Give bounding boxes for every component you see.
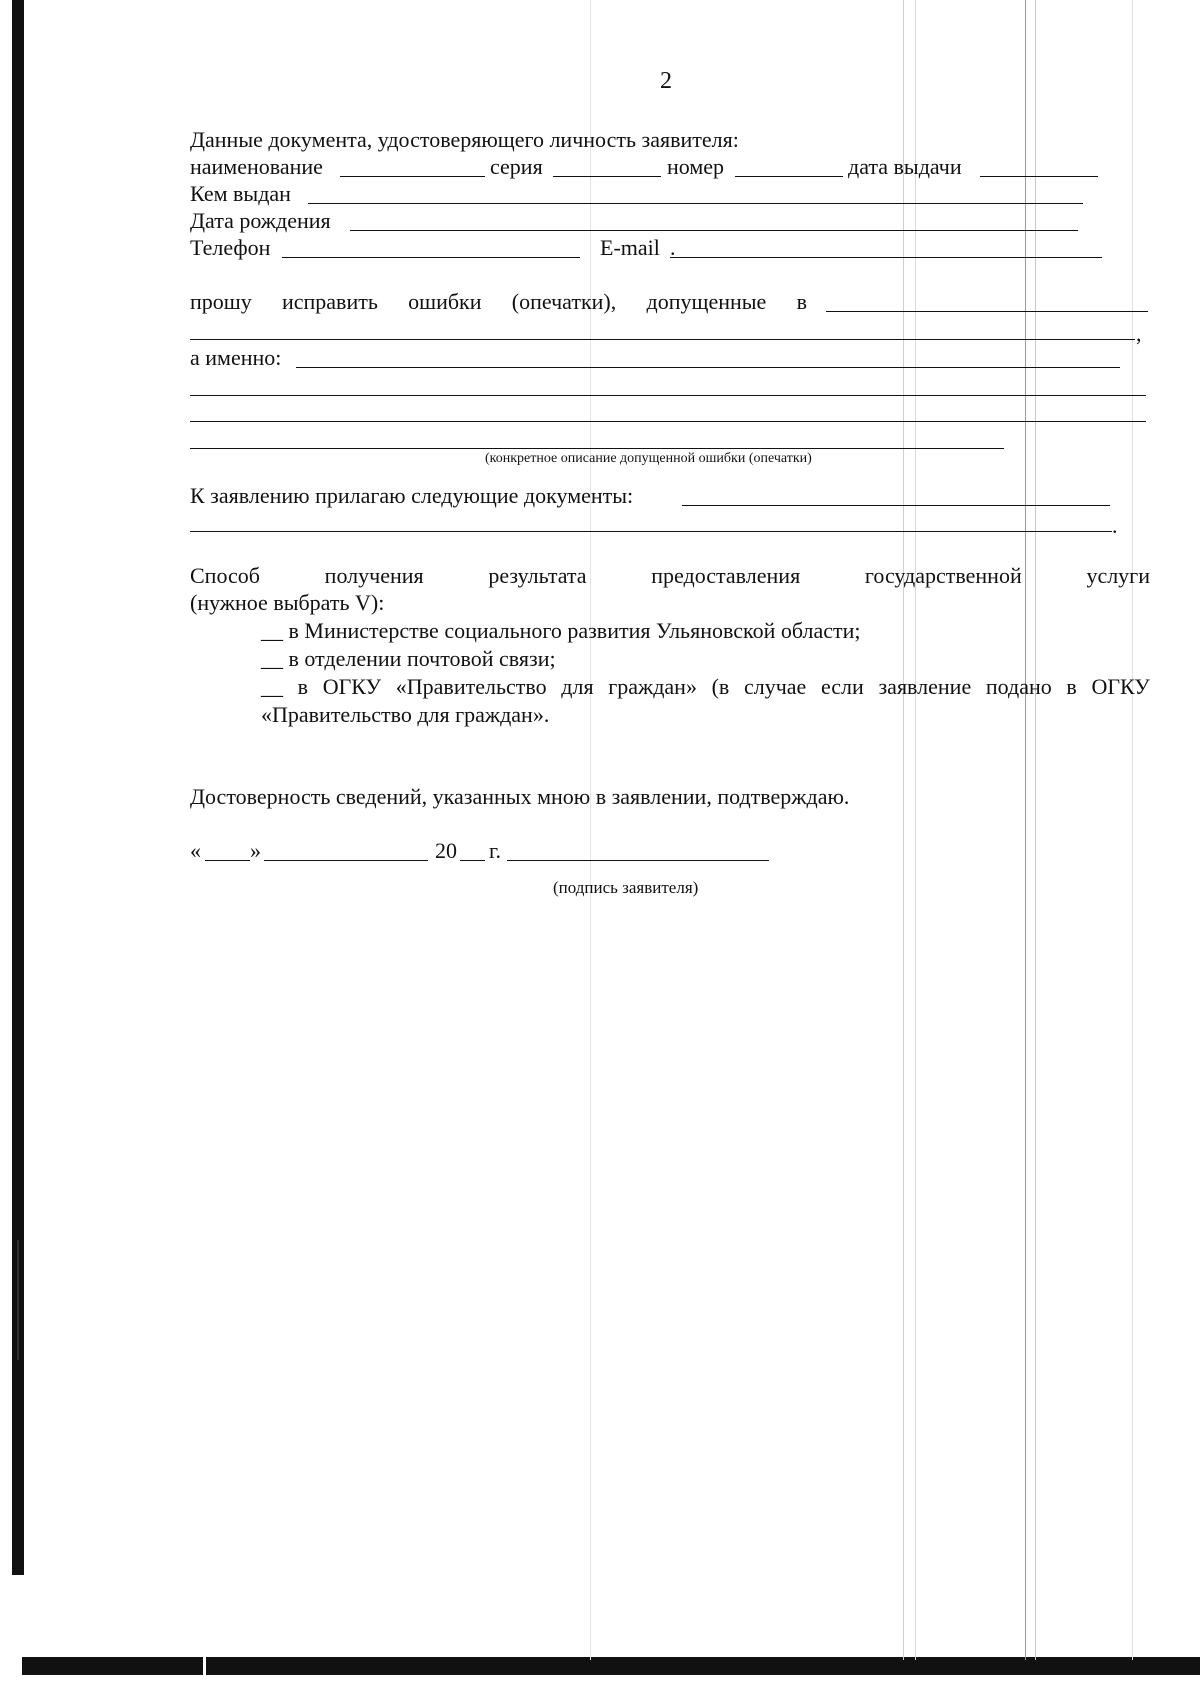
- delivery-word: предоставления: [651, 563, 801, 588]
- doc-name-label: наименование: [190, 154, 323, 179]
- attachments-field-2[interactable]: [190, 531, 1112, 532]
- error-document-field-cont[interactable]: [190, 339, 1135, 340]
- date-year-suffix: г.: [489, 838, 502, 863]
- error-description-line-3[interactable]: [190, 421, 1146, 422]
- scan-edge-gap: [203, 1657, 206, 1675]
- doc-series-label: серия: [490, 154, 543, 179]
- scan-streak: [1035, 0, 1036, 1660]
- identity-heading: Данные документа, удостоверяющего личность заявителя:: [190, 127, 739, 152]
- scan-edge-mark: [17, 1240, 19, 1360]
- request-word: (опечатки),: [511, 289, 617, 314]
- attachments-label: К заявлению прилагаю следующие документы:: [190, 483, 634, 508]
- delivery-option-ogku-cont: «Правительство для граждан».: [261, 702, 550, 727]
- birth-date-label: Дата рождения: [190, 208, 331, 233]
- delivery-option-post[interactable]: __ в отделении почтовой связи;: [261, 646, 556, 671]
- option-word: (в: [711, 674, 730, 699]
- option-word: в: [297, 674, 309, 699]
- option-word: заявление: [878, 674, 972, 699]
- option-word: подано: [985, 674, 1052, 699]
- attachments-end-dot: .: [1112, 513, 1118, 538]
- delivery-word: услуги: [1086, 563, 1150, 588]
- birth-date-field[interactable]: [350, 230, 1078, 231]
- delivery-option-ogku[interactable]: [261, 673, 1150, 700]
- delivery-choose-hint: (нужное выбрать V):: [190, 590, 385, 615]
- delivery-option-ministry[interactable]: __ в Министерстве социального развития Ульяновской области;: [261, 618, 861, 643]
- doc-number-label: номер: [667, 154, 725, 179]
- error-description-line-2[interactable]: [190, 395, 1146, 396]
- issued-by-label: Кем выдан: [190, 181, 291, 206]
- request-word: допущенные: [646, 289, 767, 314]
- doc-series-field[interactable]: [553, 176, 661, 177]
- scan-streak: [903, 0, 904, 1660]
- phone-field[interactable]: [282, 257, 580, 258]
- request-word: исправить: [281, 289, 378, 314]
- error-description-line-4[interactable]: [190, 448, 1004, 449]
- option-word: если: [820, 674, 864, 699]
- option-word: граждан»: [608, 674, 697, 699]
- date-day-field[interactable]: [205, 860, 250, 861]
- option-word: в: [1066, 674, 1077, 699]
- delivery-heading: [190, 562, 1150, 589]
- date-year-prefix: 20: [435, 838, 457, 863]
- option-word: для: [561, 674, 594, 699]
- phone-label: Телефон: [190, 235, 271, 260]
- scan-streak: [1025, 0, 1026, 1660]
- doc-number-field[interactable]: [735, 176, 843, 177]
- delivery-word: государственной: [864, 563, 1022, 588]
- doc-issue-date-label: дата выдачи: [848, 154, 962, 179]
- scan-edge-bottom: [22, 1657, 1200, 1675]
- doc-issue-date-field[interactable]: [980, 176, 1098, 177]
- error-description-caption: (конкретное описание допущенной ошибки (опечатки): [485, 451, 812, 466]
- signature-field[interactable]: [507, 860, 769, 861]
- attachments-field-1[interactable]: [682, 505, 1110, 506]
- signature-caption: (подпись заявителя): [553, 878, 699, 897]
- request-line: [190, 288, 807, 315]
- delivery-word: результата: [488, 563, 587, 588]
- page-number: 2: [660, 68, 672, 94]
- doc-name-field[interactable]: [340, 176, 485, 177]
- email-field[interactable]: [670, 257, 1102, 258]
- request-word: в: [796, 289, 807, 314]
- request-comma: ,: [1136, 321, 1142, 346]
- email-label: E-mail: [600, 235, 660, 260]
- issued-by-field[interactable]: [308, 203, 1083, 204]
- option-word: ОГКУ: [322, 674, 382, 699]
- option-word: случае: [743, 674, 807, 699]
- scan-streak: [590, 0, 591, 1660]
- error-description-line-1[interactable]: [296, 367, 1120, 368]
- request-word: ошибки: [408, 289, 482, 314]
- scan-streak: [915, 0, 916, 1660]
- option-word: ОГКУ: [1091, 674, 1150, 699]
- date-month-field[interactable]: [264, 860, 428, 861]
- namely-label: а именно:: [190, 345, 282, 370]
- scan-streak: [1132, 0, 1133, 1660]
- date-quote-close: »: [250, 838, 261, 863]
- delivery-word: Способ: [190, 563, 260, 588]
- option-word: «Правительство: [395, 674, 547, 699]
- date-quote-open: «: [190, 838, 201, 863]
- error-document-field[interactable]: [826, 311, 1148, 312]
- email-dot: .: [670, 235, 676, 260]
- request-word: прошу: [190, 289, 252, 314]
- date-year-field[interactable]: [460, 860, 485, 861]
- delivery-word: получения: [324, 563, 424, 588]
- option-word: __: [261, 674, 283, 699]
- confirmation-text: Достоверность сведений, указанных мною в заявлении, подтверждаю.: [190, 784, 850, 809]
